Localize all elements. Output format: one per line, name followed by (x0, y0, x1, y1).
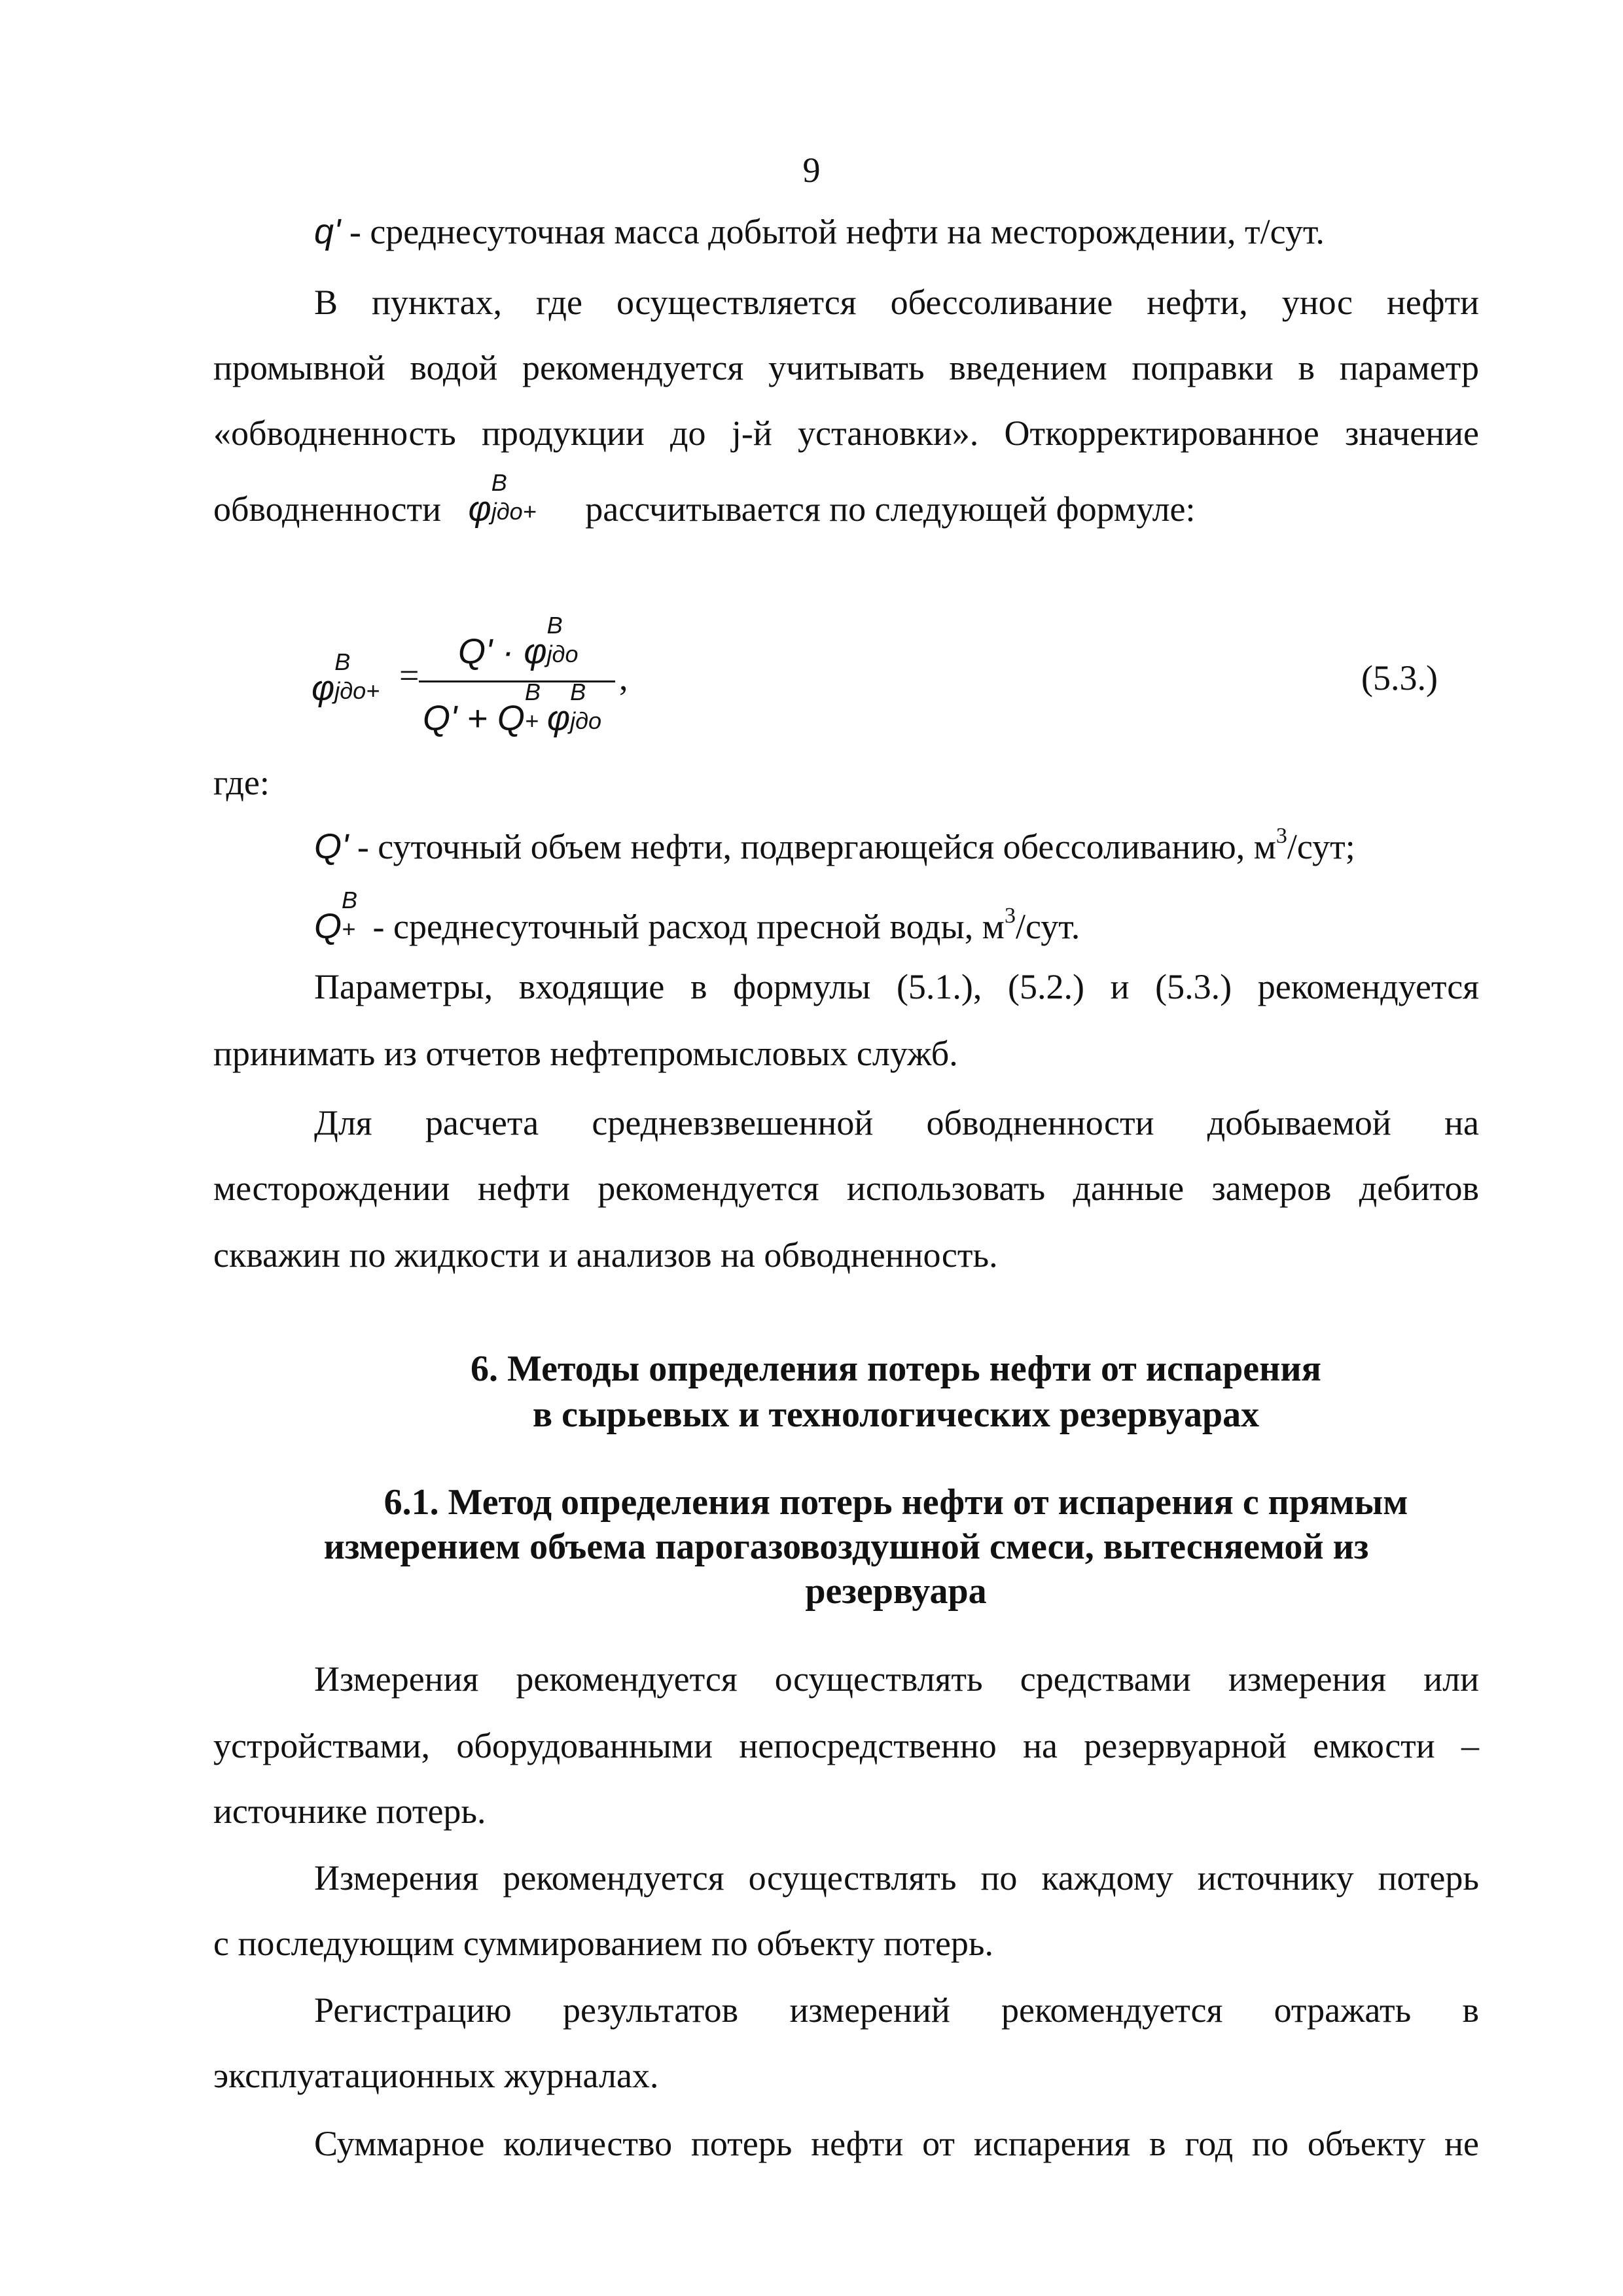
para1-line3: «обводненность продукции до j-й установки». Откорректированное значение (213, 414, 1479, 453)
para1-line4 (213, 469, 1196, 530)
page-number: 9 (802, 150, 821, 190)
para6-line1: Регистрацию результатов измерений рекомендуется отражать в (314, 1990, 1479, 2030)
formula-lhs: φ B jдо+ (312, 648, 380, 708)
formula-denominator: Q' + Q B + φ B jдо (423, 679, 602, 738)
para4-line3: источнике потерь. (213, 1792, 486, 1831)
definition-q-plus: Q B + - среднесуточный расход пресной воды, $м^3$/сут. (314, 887, 1080, 946)
para6-line2: эксплуатационных журналах. (213, 2056, 659, 2095)
q-prime-symbol: q' (314, 212, 341, 251)
para3-line1: Для расчета средневзвешенной обводненности добываемой на (314, 1103, 1479, 1142)
para4-line2: устройствами, оборудованными непосредственно на резервуарной емкости – (213, 1726, 1479, 1765)
para1-line4-after: рассчитывается по следующей формуле: (585, 489, 1196, 529)
where-label: где: (213, 763, 270, 802)
section-6-heading-line2: в сырьевых и технологических резервуарах (532, 1394, 1260, 1435)
para1-line4-before: обводненности (213, 489, 441, 529)
para7-line1: Суммарное количество потерь нефти от испарения в год по объекту не (314, 2124, 1479, 2163)
para2-line1: Параметры, входящие в формулы (5.1.), (5.2.) и (5.3.) рекомендуется (314, 967, 1479, 1006)
para1-line2: промывной водой рекомендуется учитывать введением поправки в параметр (213, 348, 1479, 387)
phi-symbol-inline: φ B jдо+ (468, 469, 537, 529)
q-prime-text: - среднесуточная масса добытой нефти на месторождении, т/сут. (340, 212, 1325, 251)
para2-line2: принимать из отчетов нефтепромысловых служб. (213, 1034, 958, 1073)
para1-line1: В пунктах, где осуществляется обессоливание нефти, унос нефти (314, 283, 1479, 322)
definition-q-prime: Q' - суточный объем нефти, подвергающейся обессоливанию, $м^3$/сут; (314, 824, 1355, 866)
para3-line2: месторождении нефти рекомендуется использовать данные замеров дебитов (213, 1169, 1479, 1208)
formula-number: (5.3.) (1361, 658, 1438, 698)
q-prime-definition (314, 211, 1325, 253)
para5-line1: Измерения рекомендуется осуществлять по каждому источнику потерь (314, 1858, 1479, 1898)
para3-line3: скважин по жидкости и анализов на обводненность. (213, 1235, 998, 1275)
para4-line1: Измерения рекомендуется осуществлять средствами измерения или (314, 1659, 1479, 1699)
formula-comma: , (619, 658, 628, 698)
section-6-1-heading-line2: измерением объема парогазовоздушной смеси, вытесняемой из (323, 1527, 1369, 1567)
section-6-1-heading-line3: резервуара (805, 1571, 987, 1612)
para5-line2: с последующим суммированием по объекту потерь. (213, 1924, 994, 1963)
formula-equals: = (399, 656, 419, 695)
section-6-1-heading-line1: 6.1. Метод определения потерь нефти от испарения с прямым (383, 1482, 1408, 1523)
section-6-heading-line1: 6. Методы определения потерь нефти от испарения (471, 1349, 1321, 1389)
formula-numerator: Q' · φ B jдо (458, 612, 579, 671)
